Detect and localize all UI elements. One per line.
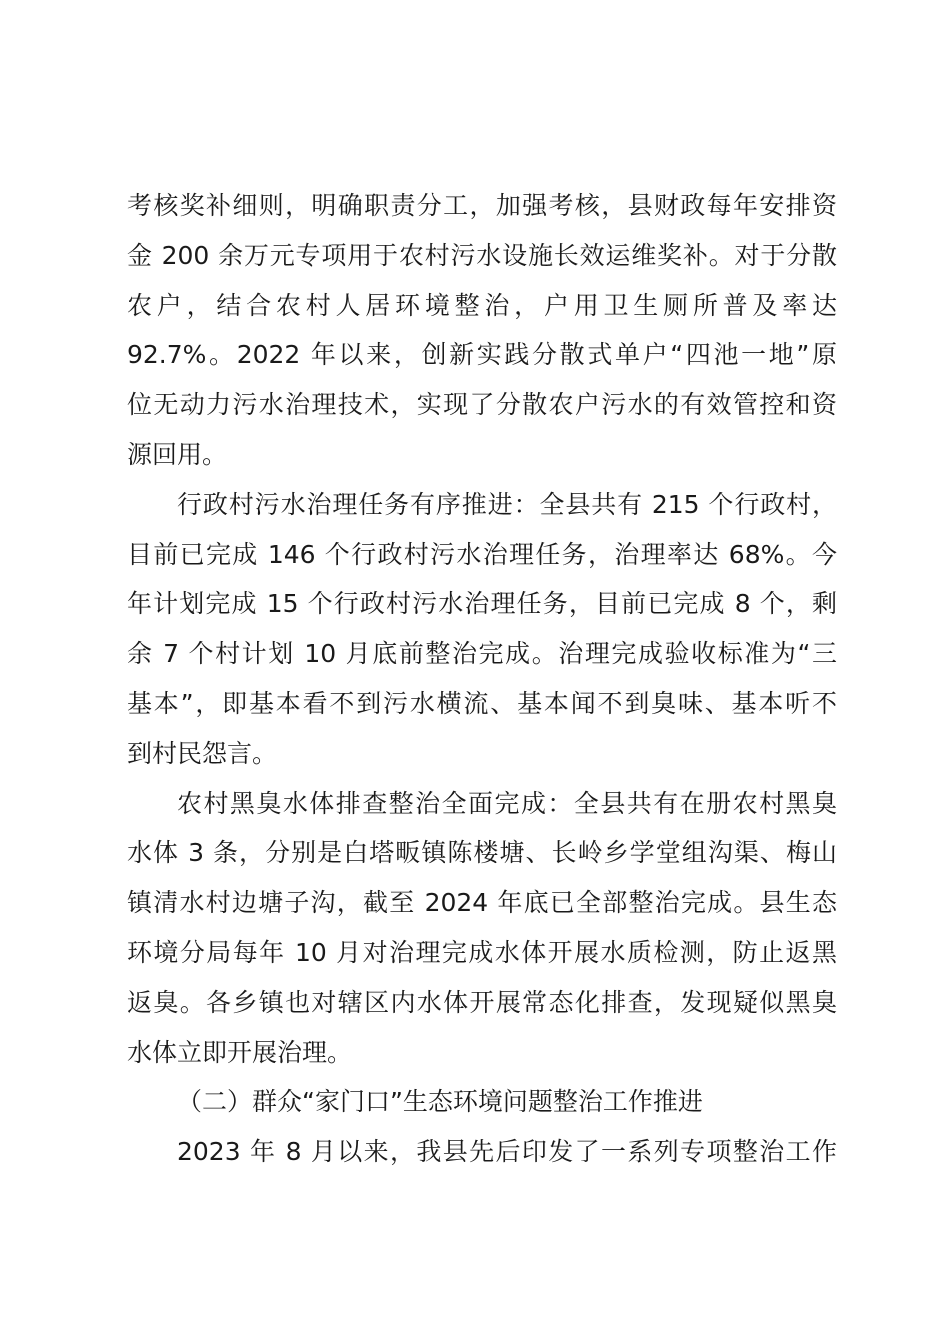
- text-line: 基本”，即基本看不到污水横流、基本闻不到臭味、基本听不: [127, 688, 837, 718]
- text-line: 农村黑臭水体排查整治全面完成：全县共有在册农村黑臭: [177, 788, 837, 818]
- text-line: 到村民怨言。: [127, 738, 278, 768]
- paragraph-black-odorous-water: [127, 779, 837, 1078]
- text-line: 位无动力污水治理技术，实现了分散农户污水的有效管控和资: [127, 390, 837, 420]
- text-line: 92.7%。2022 年以来，创新实践分散式单户“四池一地”原: [127, 340, 837, 370]
- text-line: 金 200 余万元专项用于农村污水设施长效运维奖补。对于分散: [127, 240, 837, 270]
- paragraph-special-rectification: [127, 1127, 837, 1177]
- section-heading: （二）群众“家门口”生态环境问题整治工作推进: [177, 1087, 703, 1117]
- text-line: 年计划完成 15 个行政村污水治理任务，目前已完成 8 个，剩: [127, 589, 837, 619]
- text-line: 返臭。各乡镇也对辖区内水体开展常态化排查，发现疑似黑臭: [127, 987, 837, 1017]
- text-line: 考核奖补细则，明确职责分工，加强考核，县财政每年安排资: [127, 191, 837, 220]
- document-body: [127, 181, 837, 1177]
- text-line: 目前已完成 146 个行政村污水治理任务，治理率达 68%。今: [127, 539, 837, 569]
- text-line: 余 7 个村计划 10 月底前整治完成。治理完成验收标准为“三: [127, 639, 837, 669]
- text-line: 行政村污水治理任务有序推进：全县共有 215 个行政村，: [177, 489, 837, 519]
- text-line: 源回用。: [127, 439, 228, 469]
- text-line: 农户，结合农村人居环境整治，户用卫生厕所普及率达: [127, 290, 837, 320]
- text-line: 环境分局每年 10 月对治理完成水体开展水质检测，防止返黑: [127, 937, 837, 967]
- text-line: 2023 年 8 月以来，我县先后印发了一系列专项整治工作: [177, 1137, 837, 1167]
- text-line: 水体 3 条，分别是白塔畈镇陈楼塘、长岭乡学堂组沟渠、梅山: [127, 838, 837, 868]
- paragraph-assessment-rewards: [127, 181, 837, 480]
- paragraph-village-sewage: [127, 480, 837, 779]
- text-line: 镇清水村边塘子沟，截至 2024 年底已全部整治完成。县生态: [127, 888, 837, 918]
- text-line: 水体立即开展治理。: [127, 1037, 353, 1067]
